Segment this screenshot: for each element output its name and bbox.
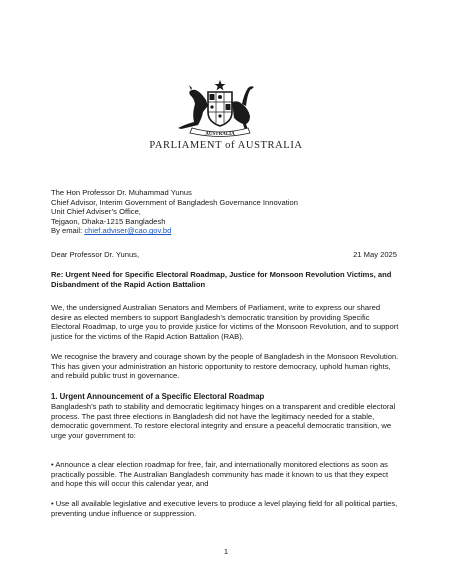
section-heading: 1. Urgent Announcement of a Specific Electoral Roadmap — [51, 392, 265, 401]
letter-date: 21 May 2025 — [353, 250, 397, 259]
email-label: By email: — [51, 226, 83, 236]
recipient-email-line — [51, 226, 401, 236]
recognition-paragraph: We recognise the bravery and courage shown by the people of Bangladesh in the Monsoon Revolution. This has given your administration an historic opportunity to restore democracy, uphold human rights, and rebuild public trust in governance. — [51, 352, 399, 381]
recipient-office: Unit Chief Adviser’s Office, — [51, 207, 141, 217]
email-link[interactable]: chief.adviser@cao.gov.bd — [84, 226, 172, 236]
recipient-address — [51, 188, 401, 236]
crest-motto-text: AUSTRALIA — [205, 132, 235, 137]
subject-line: Re: Urgent Need for Specific Electoral Roadmap, Justice for Monsoon Revolution Victims, and Disbandment of the Rapid Action Battalion — [51, 270, 392, 289]
letterhead-title: PARLIAMENT of AUSTRALIA — [149, 140, 303, 151]
salutation: Dear Professor Dr. Yunus, — [51, 250, 140, 259]
salutation-row — [51, 250, 397, 260]
intro-paragraph: We, the undersigned Australian Senators and Members of Parliament, write to express our shared desire as elected members to support Bangladesh’s democratic transition by providing Specific Electoral Roadmap, to urge you to provide justice for victims of the Monsoon Revolution, and to support justice for the victims of the Rapid Action Battalion (RAB). — [51, 303, 399, 341]
recipient-name: The Hon Professor Dr. Muhammad Yunus — [51, 188, 192, 197]
page-number: 1 — [223, 547, 229, 556]
recipient-city: Tejgaon, Dhaka-1215 Bangladesh — [51, 216, 166, 226]
bullet-item: • Announce a clear election roadmap for free, fair, and internationally monitored elections as soon as practically possible. The Australian Bangladesh community has made it known to us that they expect and hope this will occur this calendar year, and — [51, 460, 389, 489]
section-body: Bangladesh’s path to stability and democratic legitimacy hinges on a transparent and credible electoral process. The past three elections in Bangladesh did not have the legitimacy needed for a stable, democratic government. To restore electoral integrity and ensure a peaceful democratic transition, we urge your government to: — [51, 402, 396, 440]
recipient-position: Chief Advisor, Interim Government of Bangladesh Governance Innovation — [51, 197, 298, 207]
coat-of-arms-emblem — [168, 78, 272, 138]
bullet-item: • Use all available legislative and executive levers to produce a level playing field for all political parties, preventing undue influence or suppression. — [51, 499, 398, 518]
